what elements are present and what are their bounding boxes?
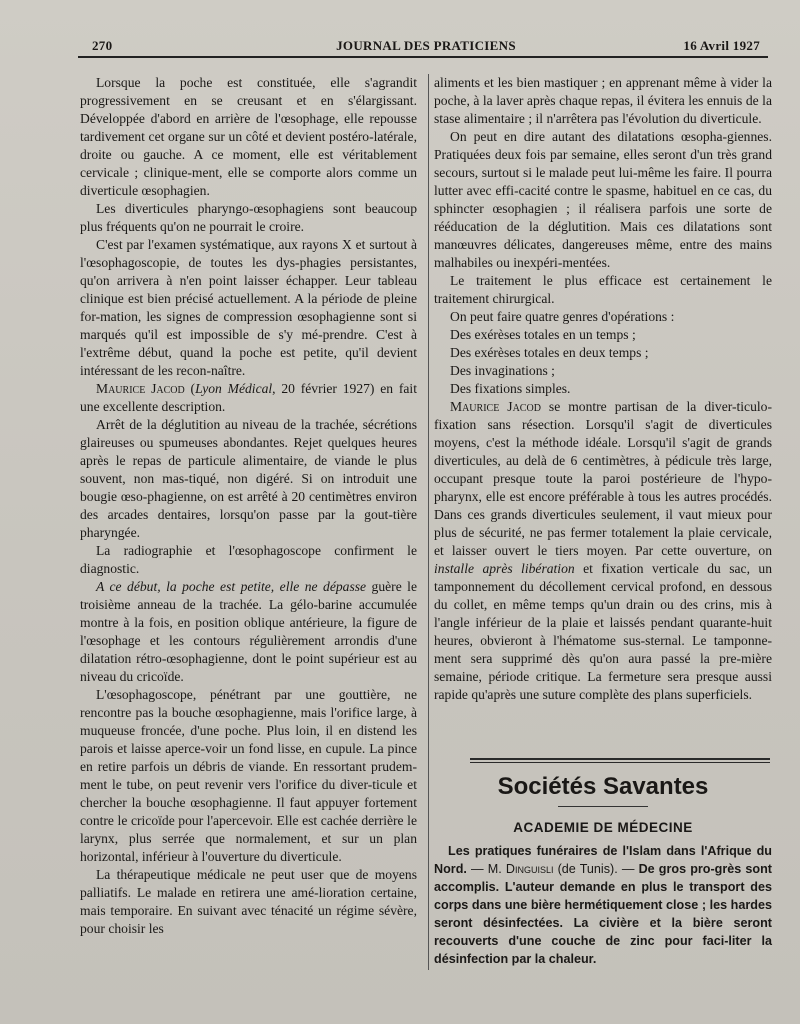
paragraph: L'œsophagoscope, pénétrant par une gouttière, ne rencontre pas la bouche œsophagienne, mais l'orifice large, à muqueuse froncée, d'une poche. Plus loin, il en distend les parois et laisse aperce-voir un fond lisse, en cupule. La pince en retire parfois un débris de viande. En ressortant prudem-ment le tube, on peut revenir vers l'orifice du diver-ticule et chercher la bouche œsophagienne. Il faut appuyer fortement contre le cricoïde pour l'apercevoir. Elle est cachée derrière le larynx, plus serrée que normalement, et sur un plan horizontal, inférieur à l'ouverture du diverticule. xyxy=(80,687,417,864)
paragraph xyxy=(80,578,417,686)
text-fragment: et fixation verticale du sac, un tamponnement du décollement cervical profond, en dessous du collet, en même temps qu'un drain ou des crins, mis à l'angle inférieur de la plaie et laissés pendant quarante-huit heures, obvieront à l'hématome sus-sternal. Le tamponne-ment sera supprimé dès qu'on aura passé la pre-mière semaine, période critique. La fermeture sera presque aussi rapide qu'après une suture complète des plans superficiels. xyxy=(434,561,772,702)
text-fragment: guère le troisième anneau de la trachée. La gélo-barine accumulée montre à la fois, en position oblique antérieure, la figure de l'œsophage et les contours régulièrement arrondis d'une dilatation rétro-œsophagienne, dont le point supérieur est au niveau du cricoïde. xyxy=(80,579,417,684)
paragraph: Les diverticules pharyngo-œsophagiens sont beaucoup plus fréquents qu'on ne pourrait le croire. xyxy=(80,201,417,234)
report-title: Les pratiques funéraires de l'Islam dans l'Afrique du Nord. xyxy=(434,844,772,876)
list-item: Des fixations simples. xyxy=(450,381,571,396)
report-body: De gros pro-grès sont accomplis. L'auteur demande en plus le transport des corps dans une bière hermétiquement close ; les hardes seront désinfectées. La civière et la bière seront recouverts d'une couche de zinc pour faci-liter la désinfection par la chaleur. xyxy=(434,862,772,966)
title-underline xyxy=(558,806,648,807)
page-header xyxy=(92,36,760,56)
list-item: Des exérèses totales en un temps ; xyxy=(450,327,636,342)
text-fragment: — M. xyxy=(466,862,506,876)
issue-date: 16 Avril 1927 xyxy=(683,38,760,53)
text-fragment: (de Tunis). — xyxy=(553,862,639,876)
right-column xyxy=(434,74,772,704)
journal-citation: Lyon Médical xyxy=(195,381,273,396)
paragraph: Lorsque la poche est constituée, elle s'agrandit progressivement en se creusant et en s'élargissant. Développée d'abord en arrière de l'œsophage, elle repousse tardivement cet organe sur un côté et devient postéro-latérale, droite ou gauche. A ce moment, elle est véritablement cervicale ; clinique-ment, elle se comporte alors comme un diverticule œsophagien. xyxy=(80,75,417,198)
paragraph xyxy=(434,398,772,704)
academy-report xyxy=(434,842,772,968)
page-number: 270 xyxy=(92,38,113,53)
paragraph xyxy=(434,842,772,968)
text-fragment: , 20 février 1927) en fait une excellente description. xyxy=(80,381,417,414)
section-rule xyxy=(470,758,770,763)
paragraph: On peut faire quatre genres d'opérations : xyxy=(450,309,675,324)
paragraph: Le traitement le plus efficace est certainement le traitement chirurgical. xyxy=(434,273,772,306)
list-item: Des exérèses totales en deux temps ; xyxy=(450,345,649,360)
list-item: Des invaginations ; xyxy=(450,363,555,378)
paragraph: C'est par l'examen systématique, aux rayons X et surtout à l'œsophagoscopie, de toutes les dys-phagies persistantes, qu'on arrivera à n'en point laisser échapper. Leur tableau clinique est bien précisé actuellement. A la période de pleine for-mation, les signes de compression œsophagienne sont si marqués qu'il est impossible de s'y mé-prendre. C'est à l'extrême début, quand la poche est petite, qu'il devient intéressant de les recon-naître. xyxy=(80,237,417,378)
column-separator xyxy=(428,74,429,970)
author-name: Maurice Jacod xyxy=(450,399,541,414)
emphasis: A ce début, la poche est petite, elle ne dépasse xyxy=(96,579,367,594)
paragraph: La radiographie et l'œsophagoscope confirment le diagnostic. xyxy=(80,543,417,576)
text-fragment: ( xyxy=(184,381,196,396)
section-title: Sociétés Savantes xyxy=(497,773,709,800)
author-name: Dinguisli xyxy=(505,862,554,876)
journal-title: JOURNAL DES PRATICIENS xyxy=(336,38,516,53)
subsection-title: ACADEMIE DE MÉDECINE xyxy=(513,820,693,835)
left-column xyxy=(80,74,417,938)
paragraph xyxy=(80,380,417,416)
paragraph: On peut en dire autant des dilatations œsopha-giennes. Pratiquées deux fois par semaine, elles seront d'un très grand secours, surtout si le malade peut lui-même les faire. Il pourra lutter avec effi-cacité contre le spasme, habituel en ce cas, du sphincter œsophagien ; il réalisera parfois une sorte de rééducation de la déglutition. Mais ces dilatations sont manœuvres délicates, dangereuses même, entre des mains malhabiles ou inexpéri-mentées. xyxy=(434,129,772,270)
paragraph: Arrêt de la déglutition au niveau de la trachée, sécrétions glaireuses ou spumeuses abondantes. Rejet quelques heures après le repas de particule alimentaire, de viande le plus souvent, non mas-tiqué, non digéré. Si on introduit une bougie œso-phagienne, on est arrêté à 20 centimètres environ des arcades dentaires, lorsqu'on passe par la gout-tière pharyngée. xyxy=(80,417,417,540)
author-name: Maurice Jacod xyxy=(96,381,185,396)
header-rule xyxy=(78,56,768,58)
paragraph: La thérapeutique médicale ne peut user que de moyens palliatifs. Le malade en retirera une amé-lioration certaine, mais temporaire. En suivant avec ténacité un régime sévère, pour choisir les xyxy=(80,867,417,936)
emphasis: installe après libération xyxy=(434,561,575,576)
text-fragment: se montre partisan de la diver-ticulo-fixation sans résection. Lorsqu'il s'agit de diverticules moyens, c'est la méthode idéale. Lorsqu'il s'agit de grands diverticules, au delà de 6 centimètres, à pédicule très large, occupant presque toute la paroi postérieure de l'hypo-pharynx, elle est encore préférable à tous les autres procédés. Dans ces grands diverticules seulement, il vaut mieux pour plus de sécurité, ne pas fermer totalement la plaie cervicale, et laisser ouvert le tiers moyen. Par cette ouverture, on xyxy=(434,399,772,558)
paragraph: aliments et les bien mastiquer ; en apprenant même à vider la poche, à la laver après chaque repas, il évitera les ennuis de la stase alimentaire ; il n'arrêtera pas l'évolution du diverticule. xyxy=(434,75,772,126)
